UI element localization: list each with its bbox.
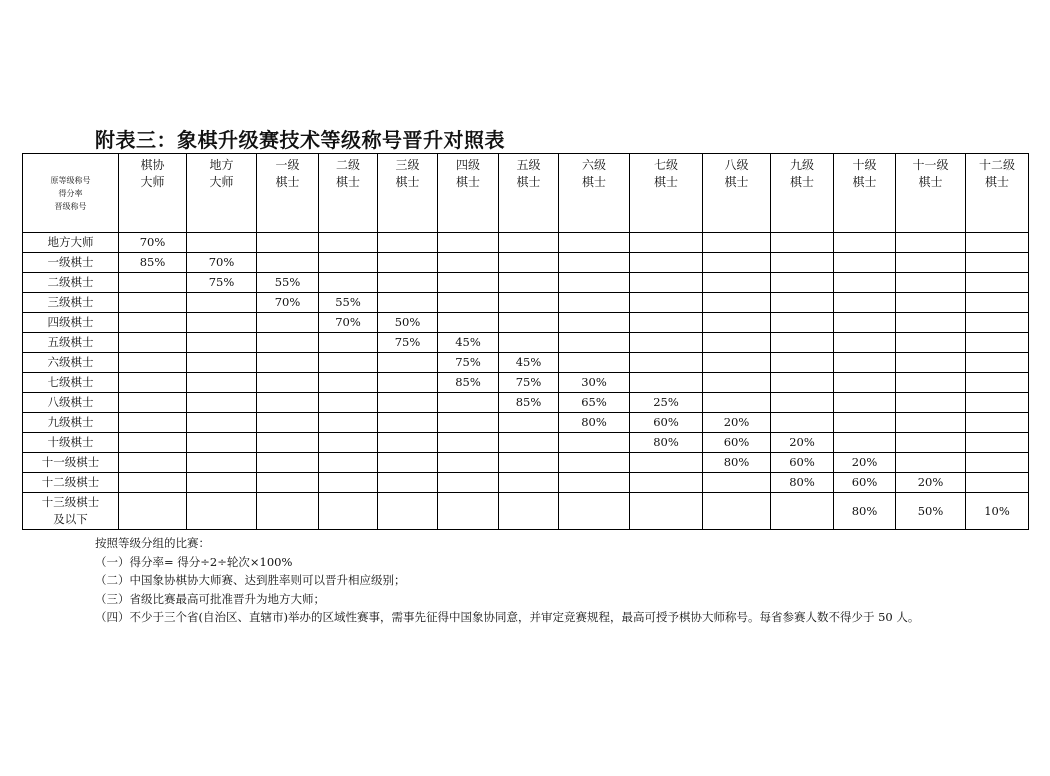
table-cell <box>966 413 1029 433</box>
column-header <box>896 154 966 233</box>
table-cell <box>630 313 703 333</box>
table-cell: 80% <box>771 473 834 493</box>
table-cell <box>119 333 187 353</box>
table-cell: 10% <box>966 493 1029 530</box>
table-cell: 20% <box>896 473 966 493</box>
table-cell <box>771 273 834 293</box>
column-header <box>438 154 499 233</box>
table-cell: 60% <box>703 433 771 453</box>
table-cell: 55% <box>257 273 319 293</box>
table-cell: 80% <box>630 433 703 453</box>
table-cell <box>896 453 966 473</box>
column-header-label: 地方 大师 <box>209 158 234 189</box>
table-cell <box>966 233 1029 253</box>
table-cell <box>257 413 319 433</box>
table-row <box>23 233 1029 253</box>
table-cell <box>966 273 1029 293</box>
table-cell <box>499 453 559 473</box>
column-header <box>771 154 834 233</box>
table-cell <box>559 233 630 253</box>
table-cell <box>119 353 187 373</box>
table-cell <box>319 413 378 433</box>
table-cell <box>771 253 834 273</box>
table-cell <box>896 373 966 393</box>
column-header <box>703 154 771 233</box>
table-cell <box>378 433 438 453</box>
table-cell <box>896 233 966 253</box>
table-cell <box>966 393 1029 413</box>
table-cell <box>257 313 319 333</box>
row-label: 十一级棋士 <box>23 453 119 473</box>
table-row <box>23 433 1029 453</box>
note-line: 按照等级分组的比赛： <box>95 536 210 550</box>
table-cell <box>257 233 319 253</box>
table-cell <box>499 433 559 453</box>
table-cell <box>187 353 257 373</box>
table-cell <box>119 273 187 293</box>
column-header-label: 二级 棋士 <box>335 158 360 189</box>
column-header <box>378 154 438 233</box>
table-cell <box>319 373 378 393</box>
table-cell <box>966 373 1029 393</box>
column-header <box>834 154 896 233</box>
table-cell <box>630 253 703 273</box>
column-header <box>257 154 319 233</box>
table-cell <box>499 333 559 353</box>
table-cell <box>257 453 319 473</box>
table-cell <box>378 493 438 530</box>
table-cell <box>834 313 896 333</box>
table-row <box>23 493 1029 530</box>
table-cell <box>438 293 499 313</box>
table-cell <box>438 473 499 493</box>
table-cell <box>319 333 378 353</box>
table-cell: 80% <box>703 453 771 473</box>
table-cell <box>834 253 896 273</box>
table-cell <box>378 453 438 473</box>
table-cell <box>378 353 438 373</box>
table-cell <box>378 473 438 493</box>
column-header <box>630 154 703 233</box>
corner-line: 原等级称号 <box>50 175 91 185</box>
column-header-label: 九级 棋士 <box>789 158 814 189</box>
table-cell <box>499 273 559 293</box>
table-cell <box>119 493 187 530</box>
table-cell <box>834 293 896 313</box>
table-cell <box>896 313 966 333</box>
table-cell <box>630 493 703 530</box>
table-cell <box>834 333 896 353</box>
row-label: 四级棋士 <box>23 313 119 333</box>
table-cell: 70% <box>257 293 319 313</box>
table-cell: 25% <box>630 393 703 413</box>
column-header <box>499 154 559 233</box>
table-cell <box>703 233 771 253</box>
column-header-label: 四级 棋士 <box>455 158 480 189</box>
column-header <box>187 154 257 233</box>
table-cell <box>771 293 834 313</box>
table-cell <box>630 353 703 373</box>
note-line: （二）中国象协棋协大师赛、达到胜率则可以晋升相应级别； <box>95 573 406 587</box>
table-cell <box>319 433 378 453</box>
table-cell <box>834 433 896 453</box>
table-cell <box>257 333 319 353</box>
column-header-label: 三级 棋士 <box>395 158 420 189</box>
table-cell <box>966 333 1029 353</box>
table-row <box>23 453 1029 473</box>
table-cell <box>319 353 378 373</box>
table-cell <box>438 313 499 333</box>
table-cell <box>438 493 499 530</box>
row-label: 十二级棋士 <box>23 473 119 493</box>
table-cell <box>630 473 703 493</box>
table-cell: 45% <box>438 333 499 353</box>
table-cell <box>119 413 187 433</box>
table-cell <box>966 433 1029 453</box>
table-cell <box>834 413 896 433</box>
table-row <box>23 333 1029 353</box>
table-cell <box>438 233 499 253</box>
table-row <box>23 273 1029 293</box>
row-label: 地方大师 <box>23 233 119 253</box>
table-cell <box>187 453 257 473</box>
table-cell <box>896 333 966 353</box>
table-cell <box>378 293 438 313</box>
table-cell <box>703 353 771 373</box>
table-cell <box>966 473 1029 493</box>
row-label: 十三级棋士 及以下 <box>23 493 119 530</box>
table-cell <box>187 393 257 413</box>
table-cell <box>499 253 559 273</box>
column-header-label: 十级 棋士 <box>852 158 877 189</box>
table-cell <box>559 473 630 493</box>
table-cell: 85% <box>438 373 499 393</box>
table-cell <box>771 353 834 373</box>
table-cell <box>559 293 630 313</box>
table-cell <box>559 433 630 453</box>
table-cell: 70% <box>319 313 378 333</box>
table-cell <box>257 373 319 393</box>
table-cell <box>257 433 319 453</box>
table-cell <box>703 333 771 353</box>
row-label: 九级棋士 <box>23 413 119 433</box>
table-cell: 70% <box>119 233 187 253</box>
row-label: 二级棋士 <box>23 273 119 293</box>
table-cell <box>187 333 257 353</box>
table-cell: 20% <box>703 413 771 433</box>
column-header <box>119 154 187 233</box>
table-cell <box>703 493 771 530</box>
column-header-label: 八级 棋士 <box>724 158 749 189</box>
table-cell <box>966 353 1029 373</box>
table-cell <box>630 233 703 253</box>
table-cell <box>771 413 834 433</box>
note-line: （四）不少于三个省(自治区、直辖市)举办的区域性赛事，需事先征得中国象协同意，并审定竞赛规程，最高可授予棋协大师称号。每省参赛人数不得少于 50 人。 <box>95 610 920 624</box>
table-cell <box>771 233 834 253</box>
table-cell <box>896 413 966 433</box>
table-row <box>23 253 1029 273</box>
table-cell: 20% <box>834 453 896 473</box>
table-cell: 85% <box>119 253 187 273</box>
row-label: 一级棋士 <box>23 253 119 273</box>
table-cell <box>257 253 319 273</box>
table-cell <box>630 293 703 313</box>
table-cell <box>896 393 966 413</box>
table-cell: 75% <box>438 353 499 373</box>
table-cell <box>378 373 438 393</box>
table-cell <box>119 433 187 453</box>
table-cell <box>257 393 319 413</box>
note-line: （一）得分率= 得分÷2÷轮次×100% <box>95 554 293 569</box>
table-cell <box>966 253 1029 273</box>
table-cell <box>187 493 257 530</box>
table-cell <box>378 273 438 293</box>
table-cell <box>119 453 187 473</box>
table-cell: 75% <box>499 373 559 393</box>
notes <box>95 534 975 627</box>
table-cell <box>559 333 630 353</box>
table-cell <box>319 473 378 493</box>
table-cell: 80% <box>834 493 896 530</box>
table-cell <box>771 313 834 333</box>
table-cell <box>119 393 187 413</box>
table-cell <box>630 273 703 293</box>
column-header-label: 六级 棋士 <box>581 158 606 189</box>
corner-header <box>23 154 119 233</box>
promotion-table <box>22 153 1029 530</box>
table-cell <box>257 473 319 493</box>
table-cell <box>119 293 187 313</box>
table-cell <box>499 233 559 253</box>
table-cell <box>499 473 559 493</box>
table-header-row <box>23 154 1029 233</box>
table-cell <box>703 253 771 273</box>
table-row <box>23 393 1029 413</box>
table-cell <box>499 293 559 313</box>
table-cell <box>499 413 559 433</box>
table-cell <box>187 473 257 493</box>
column-header-label: 五级 棋士 <box>516 158 541 189</box>
table-row <box>23 413 1029 433</box>
column-header-label: 十二级 棋士 <box>978 158 1015 189</box>
table-cell <box>319 493 378 530</box>
table-cell <box>559 353 630 373</box>
table-cell <box>378 393 438 413</box>
table-cell <box>703 313 771 333</box>
table-cell <box>703 473 771 493</box>
table-cell <box>771 393 834 413</box>
table-cell <box>559 253 630 273</box>
corner-line: 得分率 <box>58 188 83 198</box>
table-row <box>23 353 1029 373</box>
table-cell <box>703 393 771 413</box>
column-header <box>559 154 630 233</box>
table-cell <box>438 273 499 293</box>
table-cell <box>499 313 559 333</box>
table-cell <box>559 313 630 333</box>
table-cell <box>378 413 438 433</box>
table-cell <box>378 233 438 253</box>
table-cell <box>119 373 187 393</box>
table-cell <box>438 453 499 473</box>
table-cell <box>896 353 966 373</box>
row-label: 五级棋士 <box>23 333 119 353</box>
table-cell <box>896 253 966 273</box>
table-cell <box>319 253 378 273</box>
table-cell: 50% <box>378 313 438 333</box>
table-cell <box>438 433 499 453</box>
table-cell: 20% <box>771 433 834 453</box>
table-cell <box>630 453 703 473</box>
row-label: 三级棋士 <box>23 293 119 313</box>
table-cell <box>187 313 257 333</box>
table-cell <box>187 413 257 433</box>
table-cell <box>966 313 1029 333</box>
table-cell <box>630 333 703 353</box>
table-cell <box>834 393 896 413</box>
table-cell <box>319 273 378 293</box>
row-label: 十级棋士 <box>23 433 119 453</box>
row-label: 七级棋士 <box>23 373 119 393</box>
column-header-label: 棋协 大师 <box>140 158 165 189</box>
table-cell: 75% <box>378 333 438 353</box>
table-cell <box>319 233 378 253</box>
table-cell <box>257 353 319 373</box>
table-cell <box>559 273 630 293</box>
table-cell <box>896 293 966 313</box>
table-cell <box>187 373 257 393</box>
table-cell <box>966 293 1029 313</box>
table-row <box>23 373 1029 393</box>
table-cell <box>896 433 966 453</box>
table-cell: 30% <box>559 373 630 393</box>
table-cell <box>499 493 559 530</box>
table-cell <box>319 393 378 413</box>
table-cell: 75% <box>187 273 257 293</box>
table-cell: 50% <box>896 493 966 530</box>
row-label: 六级棋士 <box>23 353 119 373</box>
corner-line: 晋级称号 <box>54 201 87 211</box>
table-cell: 85% <box>499 393 559 413</box>
table-cell <box>438 413 499 433</box>
table-cell <box>319 453 378 473</box>
table-cell: 60% <box>630 413 703 433</box>
table-cell: 65% <box>559 393 630 413</box>
page-title: 附表三：象棋升级赛技术等级称号晋升对照表 <box>95 128 505 152</box>
table-cell <box>187 293 257 313</box>
table-cell: 60% <box>771 453 834 473</box>
table-cell <box>834 373 896 393</box>
table-cell <box>559 493 630 530</box>
table-cell <box>834 353 896 373</box>
column-header-label: 一级 棋士 <box>275 158 300 189</box>
table-cell: 80% <box>559 413 630 433</box>
table-cell: 70% <box>187 253 257 273</box>
table-cell <box>119 473 187 493</box>
table-cell: 45% <box>499 353 559 373</box>
table-cell <box>119 313 187 333</box>
table-cell <box>966 453 1029 473</box>
column-header-label: 七级 棋士 <box>653 158 678 189</box>
table-cell <box>771 373 834 393</box>
table-cell <box>438 393 499 413</box>
table-cell <box>378 253 438 273</box>
table-cell <box>187 433 257 453</box>
table-cell <box>257 493 319 530</box>
table-cell <box>703 293 771 313</box>
table-row <box>23 293 1029 313</box>
table-cell: 55% <box>319 293 378 313</box>
table-cell <box>630 373 703 393</box>
column-header-label: 十一级 棋士 <box>912 158 949 189</box>
table-row <box>23 473 1029 493</box>
column-header <box>319 154 378 233</box>
table-cell <box>703 273 771 293</box>
table-cell: 60% <box>834 473 896 493</box>
table-cell <box>834 273 896 293</box>
table-cell <box>771 493 834 530</box>
table-cell <box>896 273 966 293</box>
table-cell <box>703 373 771 393</box>
column-header <box>966 154 1029 233</box>
table-row <box>23 313 1029 333</box>
note-line: （三）省级比赛最高可批准晋升为地方大师； <box>95 591 325 606</box>
row-label: 八级棋士 <box>23 393 119 413</box>
table-cell <box>438 253 499 273</box>
table-cell <box>187 233 257 253</box>
table-cell <box>771 333 834 353</box>
table-cell <box>559 453 630 473</box>
table-cell <box>834 233 896 253</box>
